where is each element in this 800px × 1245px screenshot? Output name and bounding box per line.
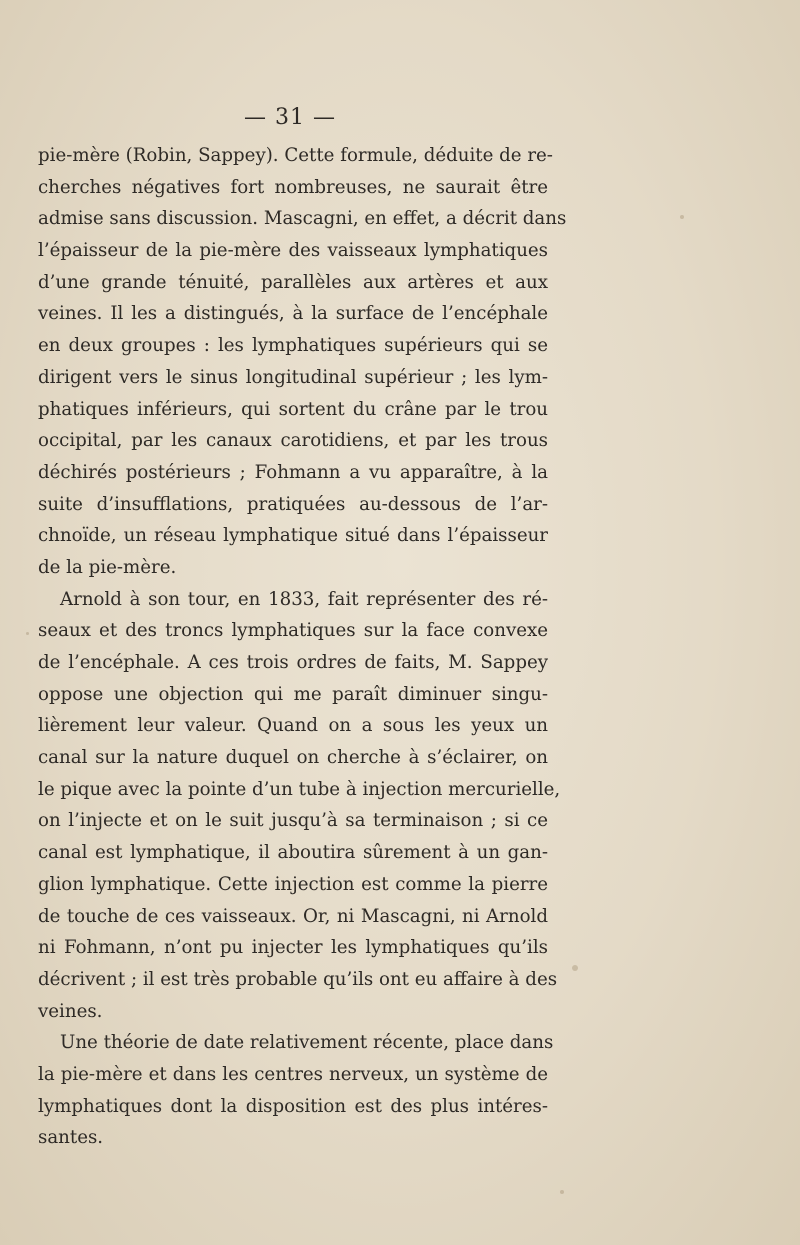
text-line: veines. Il les a distingués, à la surface de l’encéphale bbox=[38, 303, 548, 325]
text-line: décrivent ; il est très probable qu’ils ont eu affaire à des bbox=[38, 968, 558, 990]
text-line: d’une grande ténuité, parallèles aux artères et aux bbox=[38, 271, 548, 293]
text-line: Arnold à son tour, en 1833, fait représenter des ré- bbox=[60, 588, 548, 610]
text-line: santes. bbox=[38, 1127, 104, 1149]
text-line: dirigent vers le sinus longitudinal supérieur ; les lym- bbox=[38, 366, 548, 388]
text-line: Une théorie de date relativement récente, place dans bbox=[60, 1032, 554, 1054]
paper-speck bbox=[26, 632, 29, 635]
text-line: de touche de ces vaisseaux. Or, ni Mascagni, ni Arnold bbox=[38, 905, 548, 927]
text-line: chnoïde, un réseau lymphatique situé dans l’épaisseur bbox=[38, 525, 548, 547]
text-line: l’épaisseur de la pie-mère des vaisseaux lymphatiques bbox=[38, 240, 548, 262]
text-line: déchirés postérieurs ; Fohmann a vu apparaître, à la bbox=[38, 461, 548, 483]
text-line: de la pie-mère. bbox=[38, 556, 177, 578]
text-line: le pique avec la pointe d’un tube à injection mercurielle, bbox=[38, 778, 561, 800]
text-line: occipital, par les canaux carotidiens, et par les trous bbox=[38, 430, 548, 452]
text-line: pie-mère (Robin, Sappey). Cette formule, déduite de re- bbox=[38, 145, 553, 166]
body-text bbox=[38, 140, 567, 1154]
text-line: cherches négatives fort nombreuses, ne saurait être bbox=[38, 176, 548, 198]
text-line: veines. bbox=[38, 1000, 103, 1022]
text-line: seaux et des troncs lymphatiques sur la face convexe bbox=[38, 620, 548, 642]
text-line: canal est lymphatique, il aboutira sûrement à un gan- bbox=[38, 842, 548, 864]
text-line: de l’encéphale. A ces trois ordres de faits, M. Sappey bbox=[38, 652, 548, 673]
text-line: canal sur la nature duquel on cherche à s’éclairer, on bbox=[38, 747, 548, 769]
text-line: admise sans discussion. Mascagni, en effet, a décrit dans bbox=[38, 208, 567, 230]
paper-speck bbox=[572, 965, 578, 971]
page-number: — 31 — bbox=[244, 105, 336, 130]
text-line: oppose une objection qui me paraît diminuer singu- bbox=[38, 683, 548, 705]
text-line: on l’injecte et on le suit jusqu’à sa terminaison ; si ce bbox=[38, 810, 548, 832]
paper-speck bbox=[680, 215, 684, 219]
text-line: glion lymphatique. Cette injection est comme la pierre bbox=[38, 873, 548, 895]
text-line: lymphatiques dont la disposition est des plus intéres- bbox=[38, 1095, 548, 1117]
text-line: suite d’insufflations, pratiquées au-dessous de l’ar- bbox=[38, 493, 548, 515]
text-line: lièrement leur valeur. Quand on a sous les yeux un bbox=[38, 715, 548, 737]
text-line: phatiques inférieurs, qui sortent du crâne par le trou bbox=[38, 398, 548, 420]
text-line: ni Fohmann, n’ont pu injecter les lymphatiques qu’ils bbox=[38, 937, 548, 959]
text-line: la pie-mère et dans les centres nerveux, un système de bbox=[38, 1063, 548, 1085]
text-line: en deux groupes : les lymphatiques supérieurs qui se bbox=[38, 335, 548, 357]
paper-speck bbox=[560, 1190, 564, 1194]
